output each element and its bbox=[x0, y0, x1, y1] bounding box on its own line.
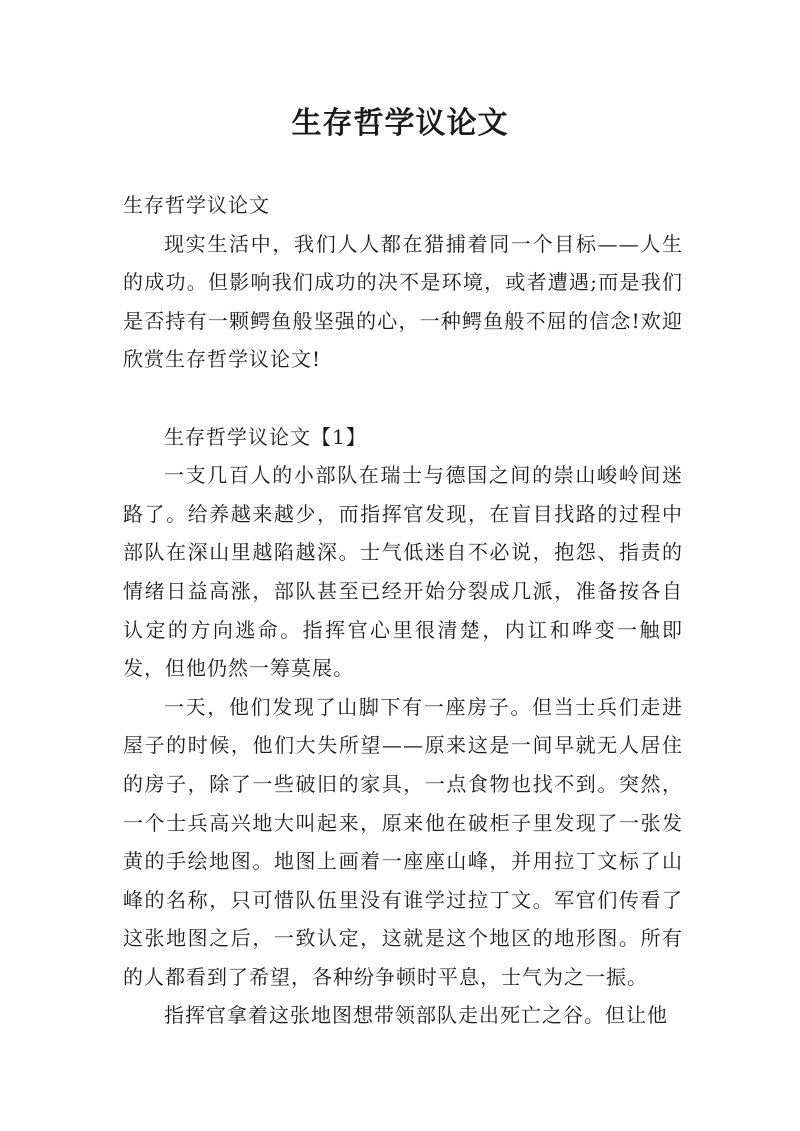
section-heading: 生存哲学议论文【1】 bbox=[164, 424, 367, 449]
paragraph: 指挥官拿着这张地图想带领部队走出死亡之谷。但让他 bbox=[164, 1003, 668, 1028]
paragraph: 一支几百人的小部队在瑞士与德国之间的崇山峻岭间迷路了。给养越来越少，而指挥官发现，在盲目找路的过程中部队在深山里越陷越深。士气低迷自不必说，抱怨、指责的情绪日益高涨，部队甚至已经开始分裂成几派，准备按各自认定的方向逃命。指挥官心里很清楚，内讧和哗变一触即发，但他仍然一筹莫展。 bbox=[123, 463, 683, 681]
document-body bbox=[123, 186, 683, 1035]
paragraph-intro: 现实生活中，我们人人都在猎捕着同一个目标——人生的成功。但影响我们成功的决不是环境，或者遭遇;而是我们是否持有一颗鳄鱼般坚强的心，一种鳄鱼般不屈的信念!欢迎欣赏生存哲学议论文! bbox=[123, 231, 683, 372]
subtitle: 生存哲学议论文 bbox=[123, 193, 270, 217]
paragraph-gap bbox=[123, 379, 683, 418]
document-title: 生存哲学议论文 bbox=[291, 106, 509, 141]
paragraph: 一天，他们发现了山脚下有一座房子。但当士兵们走进屋子的时候，他们大失所望——原来这是一间早就无人居住的房子，除了一些破旧的家具，一点食物也找不到。突然，一个士兵高兴地大叫起来，原来他在破柜子里发现了一张发黄的手绘地图。地图上画着一座座山峰，并用拉丁文标了山峰的名称，只可惜队伍里没有谁学过拉丁文。军官们传看了这张地图之后，一致认定，这就是这个地区的地形图。所有的人都看到了希望，各种纷争顿时平息，士气为之一振。 bbox=[123, 694, 683, 989]
